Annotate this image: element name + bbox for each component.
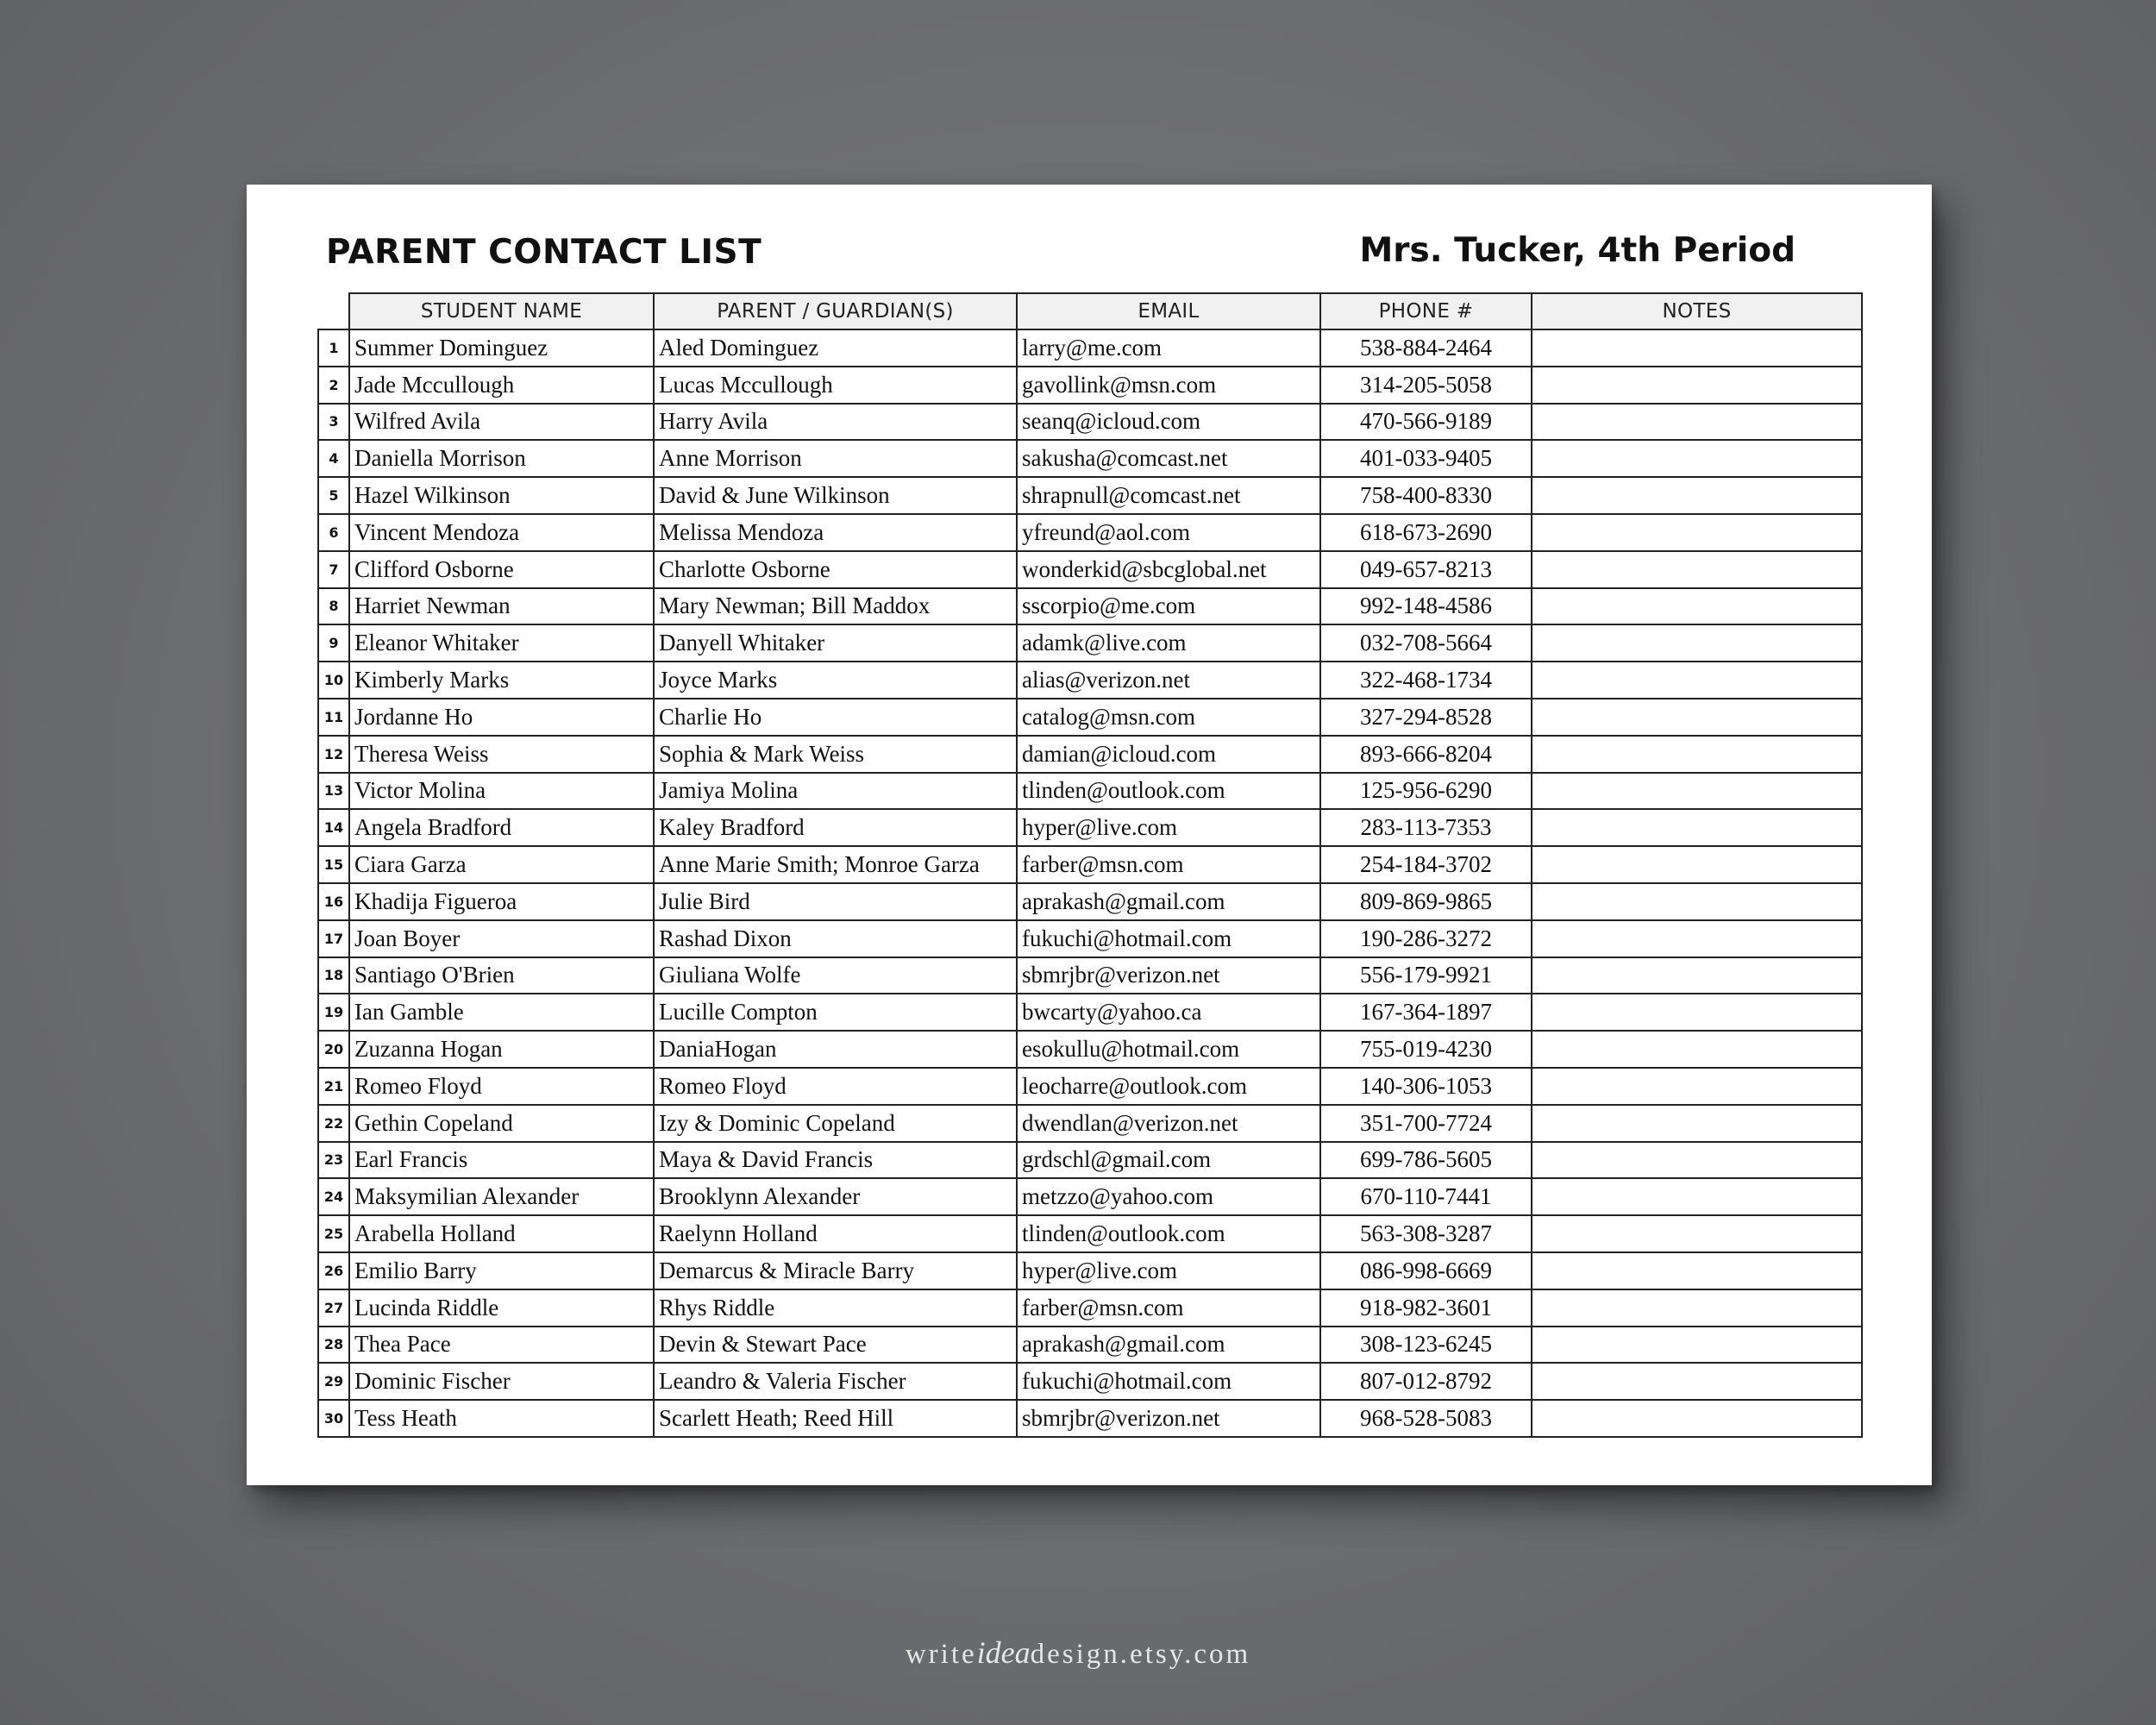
row-number-header [318,293,349,329]
notes-cell [1532,1142,1862,1179]
student-name-cell: Wilfred Avila [349,404,654,441]
row-number: 21 [318,1068,349,1105]
notes-cell [1532,624,1862,662]
email-cell: aprakash@gmail.com [1017,883,1320,920]
row-number: 25 [318,1215,349,1252]
phone-cell: 758-400-8330 [1320,477,1532,514]
table-row [318,957,1862,994]
parent-guardian-cell: Mary Newman; Bill Maddox [654,588,1017,625]
student-name-cell: Ian Gamble [349,994,654,1031]
table-row [318,1068,1862,1105]
phone-cell: 699-786-5605 [1320,1142,1532,1179]
parent-guardian-cell: Brooklynn Alexander [654,1178,1017,1215]
student-name-cell: Victor Molina [349,773,654,810]
parent-guardian-cell: DaniaHogan [654,1031,1017,1068]
notes-cell [1532,957,1862,994]
parent-guardian-cell: Raelynn Holland [654,1215,1017,1252]
parent-guardian-cell: Izy & Dominic Copeland [654,1105,1017,1142]
phone-cell: 470-566-9189 [1320,404,1532,441]
phone-cell: 308-123-6245 [1320,1327,1532,1364]
email-cell: sbmrjbr@verizon.net [1017,957,1320,994]
notes-cell [1532,1363,1862,1400]
table-row [318,1105,1862,1142]
parent-guardian-cell: Charlie Ho [654,699,1017,736]
email-cell: seanq@icloud.com [1017,404,1320,441]
email-cell: esokullu@hotmail.com [1017,1031,1320,1068]
notes-cell [1532,588,1862,625]
row-number: 7 [318,551,349,588]
table-header-row [318,293,1862,329]
phone-cell: 283-113-7353 [1320,809,1532,846]
row-number: 23 [318,1142,349,1179]
student-name-cell: Emilio Barry [349,1252,654,1289]
row-number: 28 [318,1327,349,1364]
row-number: 11 [318,699,349,736]
row-number: 1 [318,329,349,367]
phone-cell: 918-982-3601 [1320,1289,1532,1327]
row-number: 22 [318,1105,349,1142]
row-number: 2 [318,367,349,404]
watermark-prefix: write [905,1639,977,1670]
table-row [318,846,1862,883]
phone-cell: 807-012-8792 [1320,1363,1532,1400]
student-name-cell: Dominic Fischer [349,1363,654,1400]
column-header-student-name: STUDENT NAME [349,293,654,329]
watermark-middle: idea [976,1635,1031,1670]
table-row [318,1289,1862,1327]
table-row [318,736,1862,773]
email-cell: hyper@live.com [1017,1252,1320,1289]
parent-guardian-cell: Sophia & Mark Weiss [654,736,1017,773]
parent-guardian-cell: Anne Marie Smith; Monroe Garza [654,846,1017,883]
parent-guardian-cell: Lucas Mccullough [654,367,1017,404]
table-row [318,1215,1862,1252]
row-number: 13 [318,773,349,810]
student-name-cell: Jordanne Ho [349,699,654,736]
phone-cell: 167-364-1897 [1320,994,1532,1031]
table-row [318,920,1862,957]
student-name-cell: Jade Mccullough [349,367,654,404]
notes-cell [1532,1068,1862,1105]
email-cell: larry@me.com [1017,329,1320,367]
student-name-cell: Daniella Morrison [349,440,654,477]
parent-guardian-cell: Harry Avila [654,404,1017,441]
student-name-cell: Earl Francis [349,1142,654,1179]
phone-cell: 670-110-7441 [1320,1178,1532,1215]
notes-cell [1532,1289,1862,1327]
student-name-cell: Kimberly Marks [349,662,654,699]
parent-guardian-cell: Leandro & Valeria Fischer [654,1363,1017,1400]
notes-cell [1532,440,1862,477]
parent-guardian-cell: Romeo Floyd [654,1068,1017,1105]
phone-cell: 538-884-2464 [1320,329,1532,367]
table-row [318,1363,1862,1400]
email-cell: aprakash@gmail.com [1017,1327,1320,1364]
table-row [318,699,1862,736]
parent-guardian-cell: Melissa Mendoza [654,514,1017,551]
notes-cell [1532,699,1862,736]
student-name-cell: Vincent Mendoza [349,514,654,551]
table-row [318,588,1862,625]
parent-guardian-cell: Giuliana Wolfe [654,957,1017,994]
student-name-cell: Gethin Copeland [349,1105,654,1142]
email-cell: yfreund@aol.com [1017,514,1320,551]
parent-guardian-cell: Charlotte Osborne [654,551,1017,588]
class-period-title: Mrs. Tucker, 4th Period [1359,231,1796,270]
phone-cell: 049-657-8213 [1320,551,1532,588]
phone-cell: 032-708-5664 [1320,624,1532,662]
column-header-notes: NOTES [1532,293,1862,329]
row-number: 17 [318,920,349,957]
parent-guardian-cell: Jamiya Molina [654,773,1017,810]
email-cell: sscorpio@me.com [1017,588,1320,625]
email-cell: sbmrjbr@verizon.net [1017,1400,1320,1437]
table-row [318,994,1862,1031]
table-row [318,1400,1862,1437]
watermark-suffix: design.etsy.com [1030,1639,1251,1670]
row-number: 20 [318,1031,349,1068]
row-number: 24 [318,1178,349,1215]
notes-cell [1532,920,1862,957]
phone-cell: 893-666-8204 [1320,736,1532,773]
table-row [318,551,1862,588]
row-number: 14 [318,809,349,846]
notes-cell [1532,846,1862,883]
notes-cell [1532,809,1862,846]
notes-cell [1532,404,1862,441]
row-number: 10 [318,662,349,699]
notes-cell [1532,883,1862,920]
email-cell: bwcarty@yahoo.ca [1017,994,1320,1031]
parent-guardian-cell: Maya & David Francis [654,1142,1017,1179]
notes-cell [1532,736,1862,773]
table-row [318,883,1862,920]
email-cell: gavollink@msn.com [1017,367,1320,404]
table-row [318,1252,1862,1289]
table-row [318,477,1862,514]
student-name-cell: Joan Boyer [349,920,654,957]
row-number: 15 [318,846,349,883]
notes-cell [1532,551,1862,588]
email-cell: fukuchi@hotmail.com [1017,1363,1320,1400]
phone-cell: 618-673-2690 [1320,514,1532,551]
email-cell: damian@icloud.com [1017,736,1320,773]
student-name-cell: Zuzanna Hogan [349,1031,654,1068]
table-row [318,404,1862,441]
email-cell: catalog@msn.com [1017,699,1320,736]
email-cell: grdschl@gmail.com [1017,1142,1320,1179]
phone-cell: 968-528-5083 [1320,1400,1532,1437]
row-number: 8 [318,588,349,625]
notes-cell [1532,1178,1862,1215]
row-number: 6 [318,514,349,551]
phone-cell: 125-956-6290 [1320,773,1532,810]
phone-cell: 992-148-4586 [1320,588,1532,625]
email-cell: farber@msn.com [1017,1289,1320,1327]
student-name-cell: Khadija Figueroa [349,883,654,920]
parent-guardian-cell: Devin & Stewart Pace [654,1327,1017,1364]
notes-cell [1532,477,1862,514]
parent-guardian-cell: Lucille Compton [654,994,1017,1031]
email-cell: metzzo@yahoo.com [1017,1178,1320,1215]
student-name-cell: Ciara Garza [349,846,654,883]
email-cell: hyper@live.com [1017,809,1320,846]
row-number: 9 [318,624,349,662]
phone-cell: 190-286-3272 [1320,920,1532,957]
phone-cell: 755-019-4230 [1320,1031,1532,1068]
parent-guardian-cell: Demarcus & Miracle Barry [654,1252,1017,1289]
parent-guardian-cell: Danyell Whitaker [654,624,1017,662]
notes-cell [1532,1252,1862,1289]
row-number: 16 [318,883,349,920]
email-cell: adamk@live.com [1017,624,1320,662]
phone-cell: 254-184-3702 [1320,846,1532,883]
phone-cell: 314-205-5058 [1320,367,1532,404]
parent-guardian-cell: Rashad Dixon [654,920,1017,957]
page-title: PARENT CONTACT LIST [326,233,762,272]
phone-cell: 401-033-9405 [1320,440,1532,477]
notes-cell [1532,514,1862,551]
email-cell: shrapnull@comcast.net [1017,477,1320,514]
student-name-cell: Theresa Weiss [349,736,654,773]
row-number: 29 [318,1363,349,1400]
row-number: 3 [318,404,349,441]
notes-cell [1532,1031,1862,1068]
parent-guardian-cell: Anne Morrison [654,440,1017,477]
row-number: 5 [318,477,349,514]
parent-guardian-cell: David & June Wilkinson [654,477,1017,514]
student-name-cell: Eleanor Whitaker [349,624,654,662]
shop-watermark [0,1634,2156,1671]
notes-cell [1532,662,1862,699]
notes-cell [1532,1400,1862,1437]
student-name-cell: Tess Heath [349,1400,654,1437]
parent-guardian-cell: Aled Dominguez [654,329,1017,367]
row-number: 12 [318,736,349,773]
table-row [318,1142,1862,1179]
table-row [318,367,1862,404]
student-name-cell: Clifford Osborne [349,551,654,588]
phone-cell: 351-700-7724 [1320,1105,1532,1142]
email-cell: wonderkid@sbcglobal.net [1017,551,1320,588]
table-row [318,514,1862,551]
email-cell: dwendlan@verizon.net [1017,1105,1320,1142]
row-number: 30 [318,1400,349,1437]
row-number: 27 [318,1289,349,1327]
student-name-cell: Harriet Newman [349,588,654,625]
student-name-cell: Maksymilian Alexander [349,1178,654,1215]
email-cell: leocharre@outlook.com [1017,1068,1320,1105]
phone-cell: 327-294-8528 [1320,699,1532,736]
email-cell: alias@verizon.net [1017,662,1320,699]
notes-cell [1532,1215,1862,1252]
phone-cell: 140-306-1053 [1320,1068,1532,1105]
student-name-cell: Thea Pace [349,1327,654,1364]
contact-table [317,292,1863,1438]
email-cell: farber@msn.com [1017,846,1320,883]
column-header-parent-guardian: PARENT / GUARDIAN(S) [654,293,1017,329]
phone-cell: 809-869-9865 [1320,883,1532,920]
table-row [318,1178,1862,1215]
table-row [318,773,1862,810]
table-row [318,1327,1862,1364]
email-cell: tlinden@outlook.com [1017,1215,1320,1252]
notes-cell [1532,994,1862,1031]
notes-cell [1532,329,1862,367]
student-name-cell: Arabella Holland [349,1215,654,1252]
notes-cell [1532,1105,1862,1142]
column-header-phone: PHONE # [1320,293,1532,329]
contact-list-sheet [247,185,1932,1485]
parent-guardian-cell: Julie Bird [654,883,1017,920]
row-number: 26 [318,1252,349,1289]
student-name-cell: Hazel Wilkinson [349,477,654,514]
row-number: 19 [318,994,349,1031]
student-name-cell: Romeo Floyd [349,1068,654,1105]
student-name-cell: Angela Bradford [349,809,654,846]
table-row [318,1031,1862,1068]
row-number: 18 [318,957,349,994]
parent-guardian-cell: Joyce Marks [654,662,1017,699]
notes-cell [1532,1327,1862,1364]
table-row [318,329,1862,367]
student-name-cell: Santiago O'Brien [349,957,654,994]
phone-cell: 556-179-9921 [1320,957,1532,994]
student-name-cell: Summer Dominguez [349,329,654,367]
phone-cell: 563-308-3287 [1320,1215,1532,1252]
table-row [318,440,1862,477]
email-cell: tlinden@outlook.com [1017,773,1320,810]
parent-guardian-cell: Rhys Riddle [654,1289,1017,1327]
notes-cell [1532,773,1862,810]
email-cell: fukuchi@hotmail.com [1017,920,1320,957]
parent-guardian-cell: Kaley Bradford [654,809,1017,846]
column-header-email: EMAIL [1017,293,1320,329]
row-number: 4 [318,440,349,477]
table-row [318,662,1862,699]
student-name-cell: Lucinda Riddle [349,1289,654,1327]
email-cell: sakusha@comcast.net [1017,440,1320,477]
table-row [318,624,1862,662]
parent-guardian-cell: Scarlett Heath; Reed Hill [654,1400,1017,1437]
phone-cell: 322-468-1734 [1320,662,1532,699]
table-row [318,809,1862,846]
phone-cell: 086-998-6669 [1320,1252,1532,1289]
notes-cell [1532,367,1862,404]
